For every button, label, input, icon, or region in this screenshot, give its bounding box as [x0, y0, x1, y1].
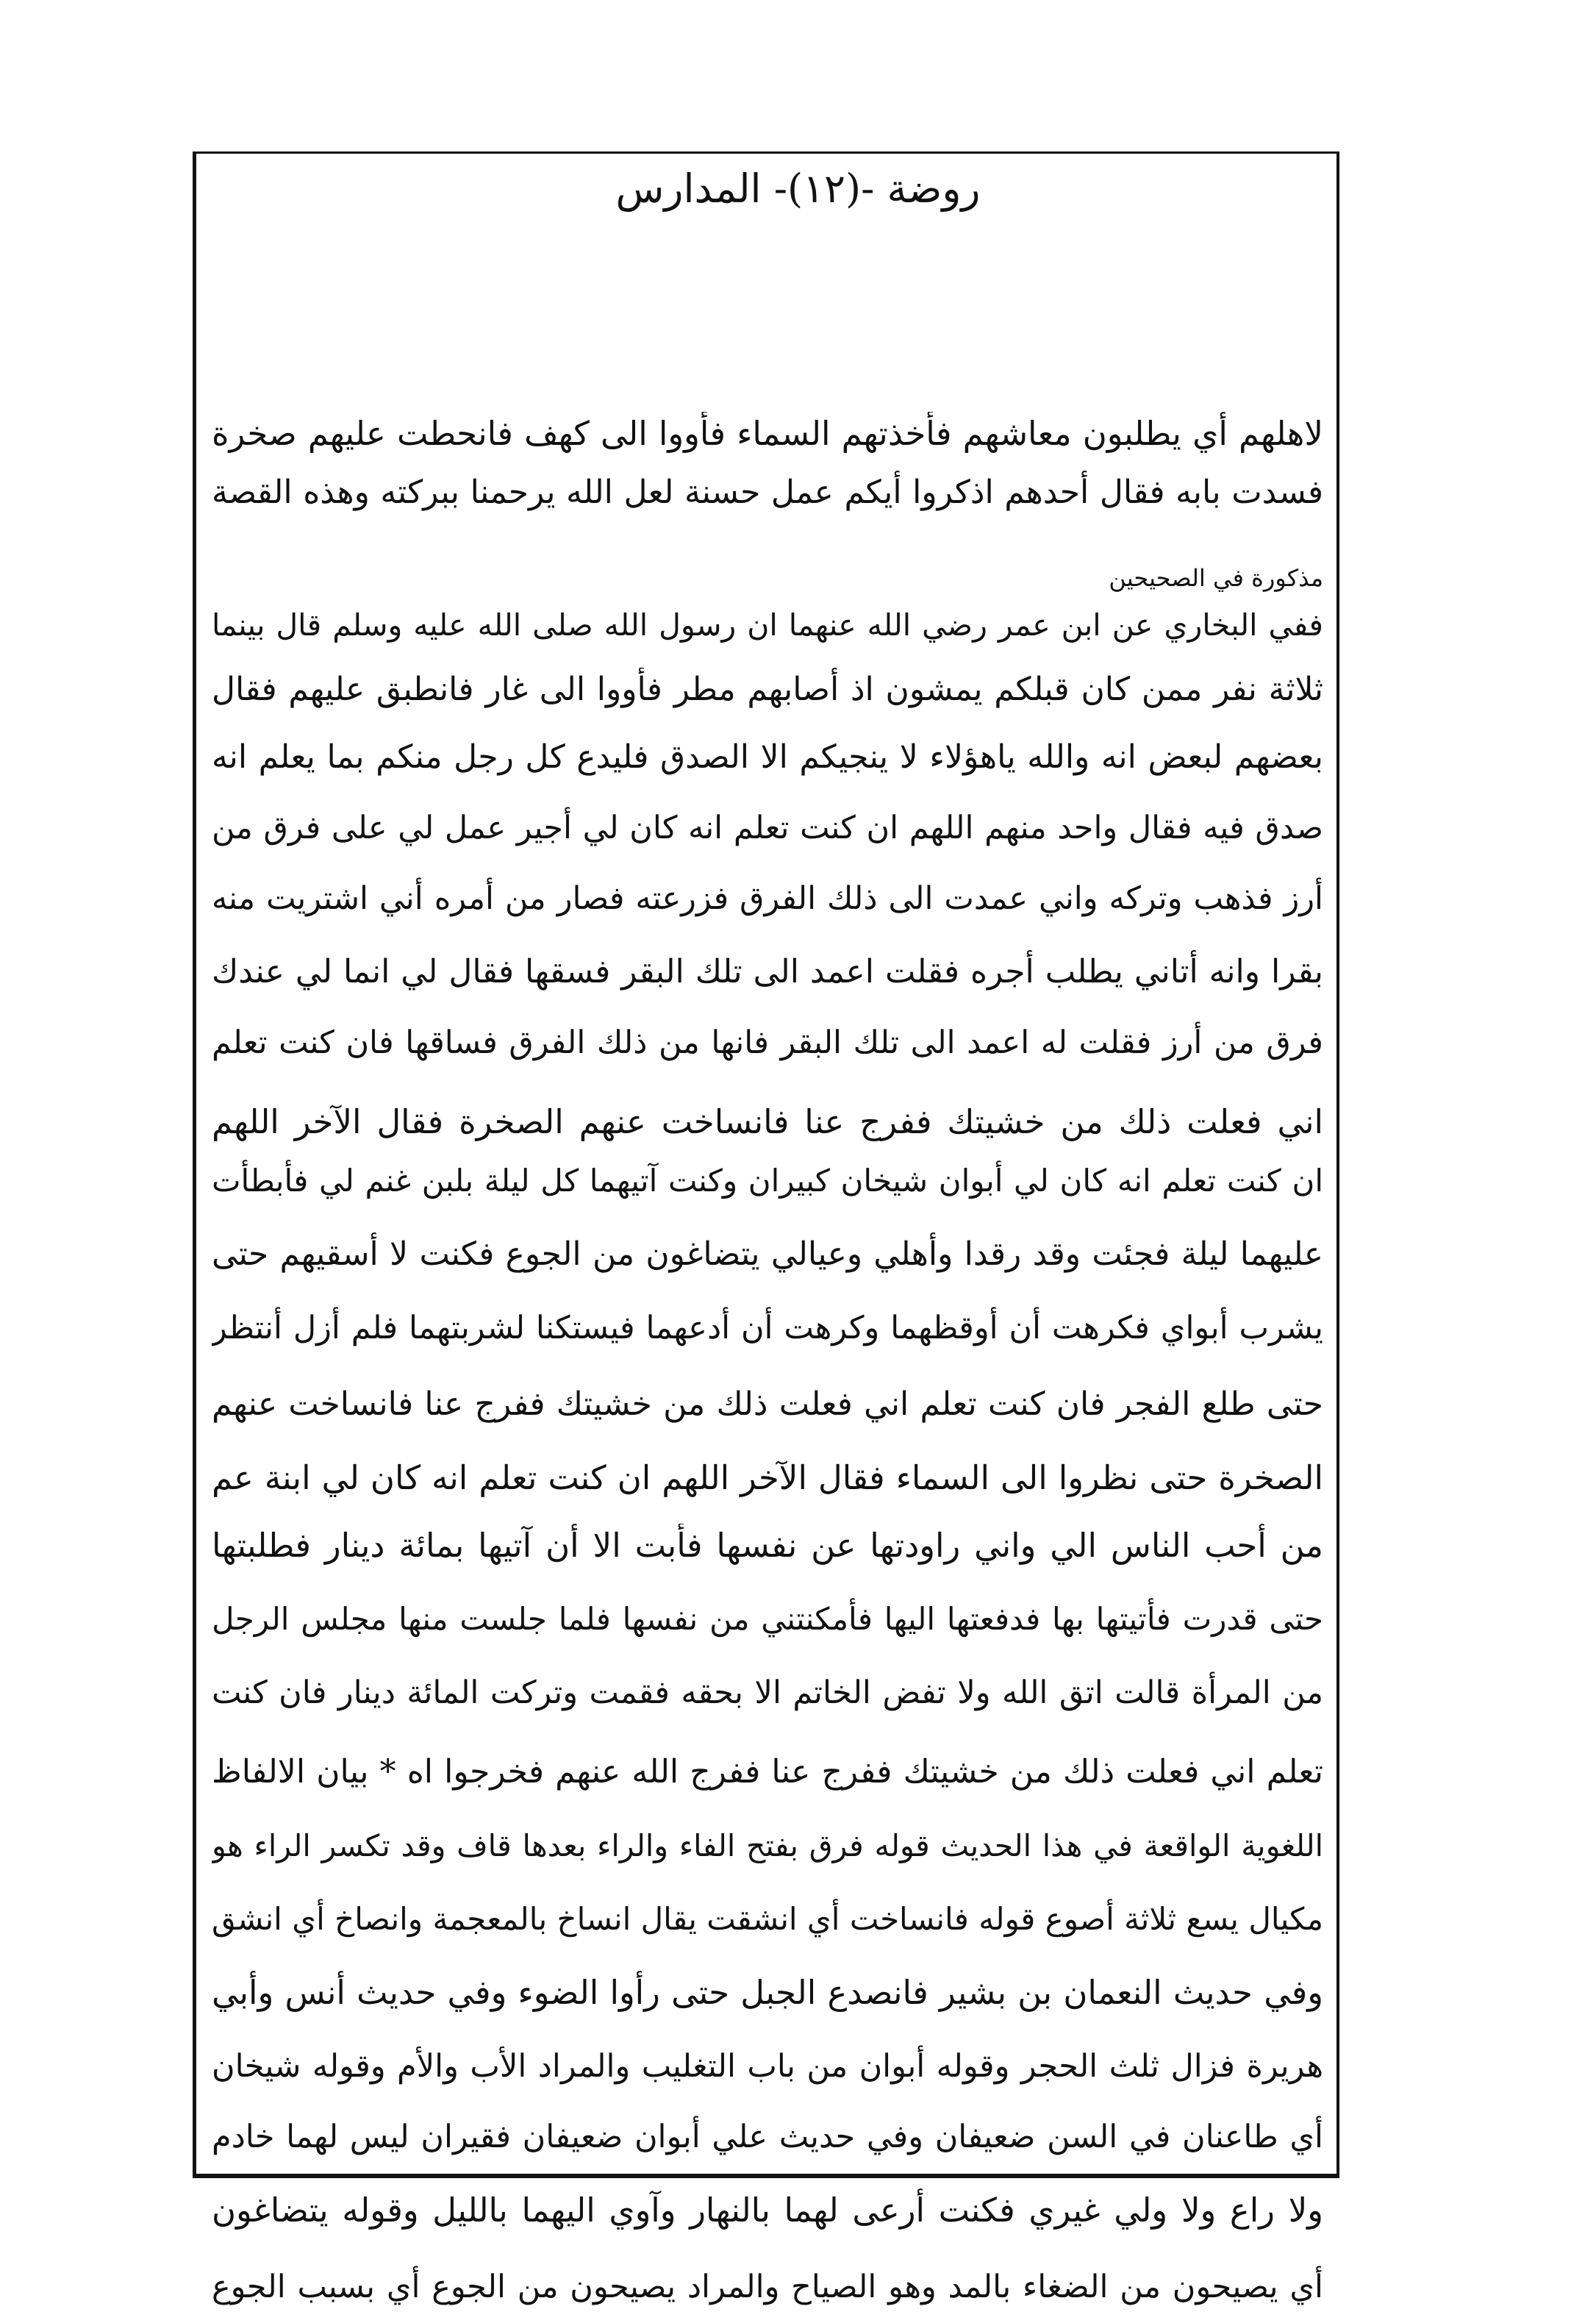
- text-line: مكيال يسع ثلاثة أصوع قوله فانساخت أي انشقت يقال انساخ بالمعجمة وانصاخ أي انشق: [212, 1901, 1323, 1937]
- text-line: ثلاثة نفر ممن كان قبلكم يمشون اذ أصابهم مطر فأووا الى غار فانطبق عليهم فقال: [212, 671, 1323, 708]
- text-line: ان كنت تعلم انه كان لي أبوان شيخان كبيران وكنت آتيهما كل ليلة بلبن غنم لي فأبطأت: [212, 1163, 1323, 1199]
- text-line: عليهما ليلة فجئت وقد رقدا وأهلي وعيالي يتضاغون من الجوع فكنت لا أسقيهم حتى: [212, 1235, 1323, 1273]
- text-line: بعضهم لبعض انه والله ياهؤلاء لا ينجيكم الا الصدق فليدع كل رجل منكم بما يعلم انه: [212, 738, 1323, 776]
- text-line: الصخرة حتى نظروا الى السماء فقال الآخر اللهم ان كنت تعلم انه كان لي ابنة عم: [212, 1458, 1323, 1497]
- text-line: أي يصيحون من الضغاء بالمد وهو الصياح والمراد يصيحون من الجوع أي بسبب الجوع: [212, 2269, 1323, 2305]
- text-line: ففي البخاري عن ابن عمر رضي الله عنهما ان رسول الله صلى الله عليه وسلم قال بينما: [212, 607, 1323, 643]
- text-line: تعلم اني فعلت ذلك من خشيتك ففرج عنا ففرج الله عنهم فخرجوا اه * بيان الالفاظ: [212, 1753, 1323, 1791]
- text-line: حتى طلع الفجر فان كنت تعلم اني فعلت ذلك من خشيتك ففرج عنا فانساخت عنهم: [212, 1385, 1323, 1423]
- text-line: اللغوية الواقعة في هذا الحديث قوله فرق بفتح الفاء والراء بعدها قاف وقد تكسر الراء هو: [212, 1828, 1323, 1863]
- text-line: من أحب الناس الي واني راودتها عن نفسها فأبت الا أن آتيها بمائة دينار فطلبتها: [212, 1526, 1323, 1565]
- text-line: فسدت بابه فقال أحدهم اذكروا أيكم عمل حسنة لعل الله يرحمنا ببركته وهذه القصة: [212, 474, 1323, 511]
- text-line: بقرا وانه أتاني يطلب أجره فقلت اعمد الى تلك البقر فسقها فقال لي انما لي عندك: [212, 953, 1323, 991]
- text-line: حتى قدرت فأتيتها بها فدفعتها اليها فأمكنتني من نفسها فلما جلست منها مجلس الرجل: [212, 1601, 1323, 1637]
- text-line: اني فعلت ذلك من خشيتك ففرج عنا فانساخت عنهم الصخرة فقال الآخر اللهم: [212, 1102, 1323, 1141]
- page-header: روضة -(١٢)- المدارس: [615, 165, 981, 212]
- text-line: من المرأة قالت اتق الله ولا تفض الخاتم الا بحقه فقمت وتركت المائة دينار فان كنت: [212, 1674, 1323, 1711]
- text-line: ولا راع ولا ولي غيري فكنت أرعى لهما بالنهار وآوي اليهما بالليل وقوله يتضاغون: [212, 2191, 1323, 2230]
- text-line: أرز فذهب وتركه واني عمدت الى ذلك الفرق فزرعته فصار من أمره أني اشتريت منه: [212, 880, 1323, 917]
- text-line: فرق من أرز فقلت له اعمد الى تلك البقر فانها من ذلك الفرق فساقها فان كنت تعلم: [212, 1024, 1323, 1061]
- text-line: يشرب أبواي فكرهت أن أوقظهما وكرهت أن أدعهما فيستكنا لشربتهما فلم أزل أنتظر: [212, 1310, 1323, 1346]
- text-line: لاهلهم أي يطلبون معاشهم فأخذتهم السماء فأووا الى كهف فانحطت عليهم صخرة: [212, 414, 1323, 453]
- text-line: مذكورة في الصحيحين: [1109, 564, 1323, 592]
- text-line: أي طاعنان في السن ضعيفان وفي حديث علي أبوان ضعيفان فقيران ليس لهما خادم: [212, 2119, 1323, 2155]
- text-line: وفي حديث النعمان بن بشير فانصدع الجبل حتى رأوا الضوء وفي حديث أنس وأبي: [212, 1973, 1323, 2012]
- text-line: هريرة فزال ثلث الحجر وقوله أبوان من باب التغليب والمراد الأب والأم وقوله شيخان: [212, 2048, 1323, 2085]
- text-line: صدق فيه فقال واحد منهم اللهم ان كنت تعلم انه كان لي أجير عمل لي على فرق من: [212, 810, 1323, 846]
